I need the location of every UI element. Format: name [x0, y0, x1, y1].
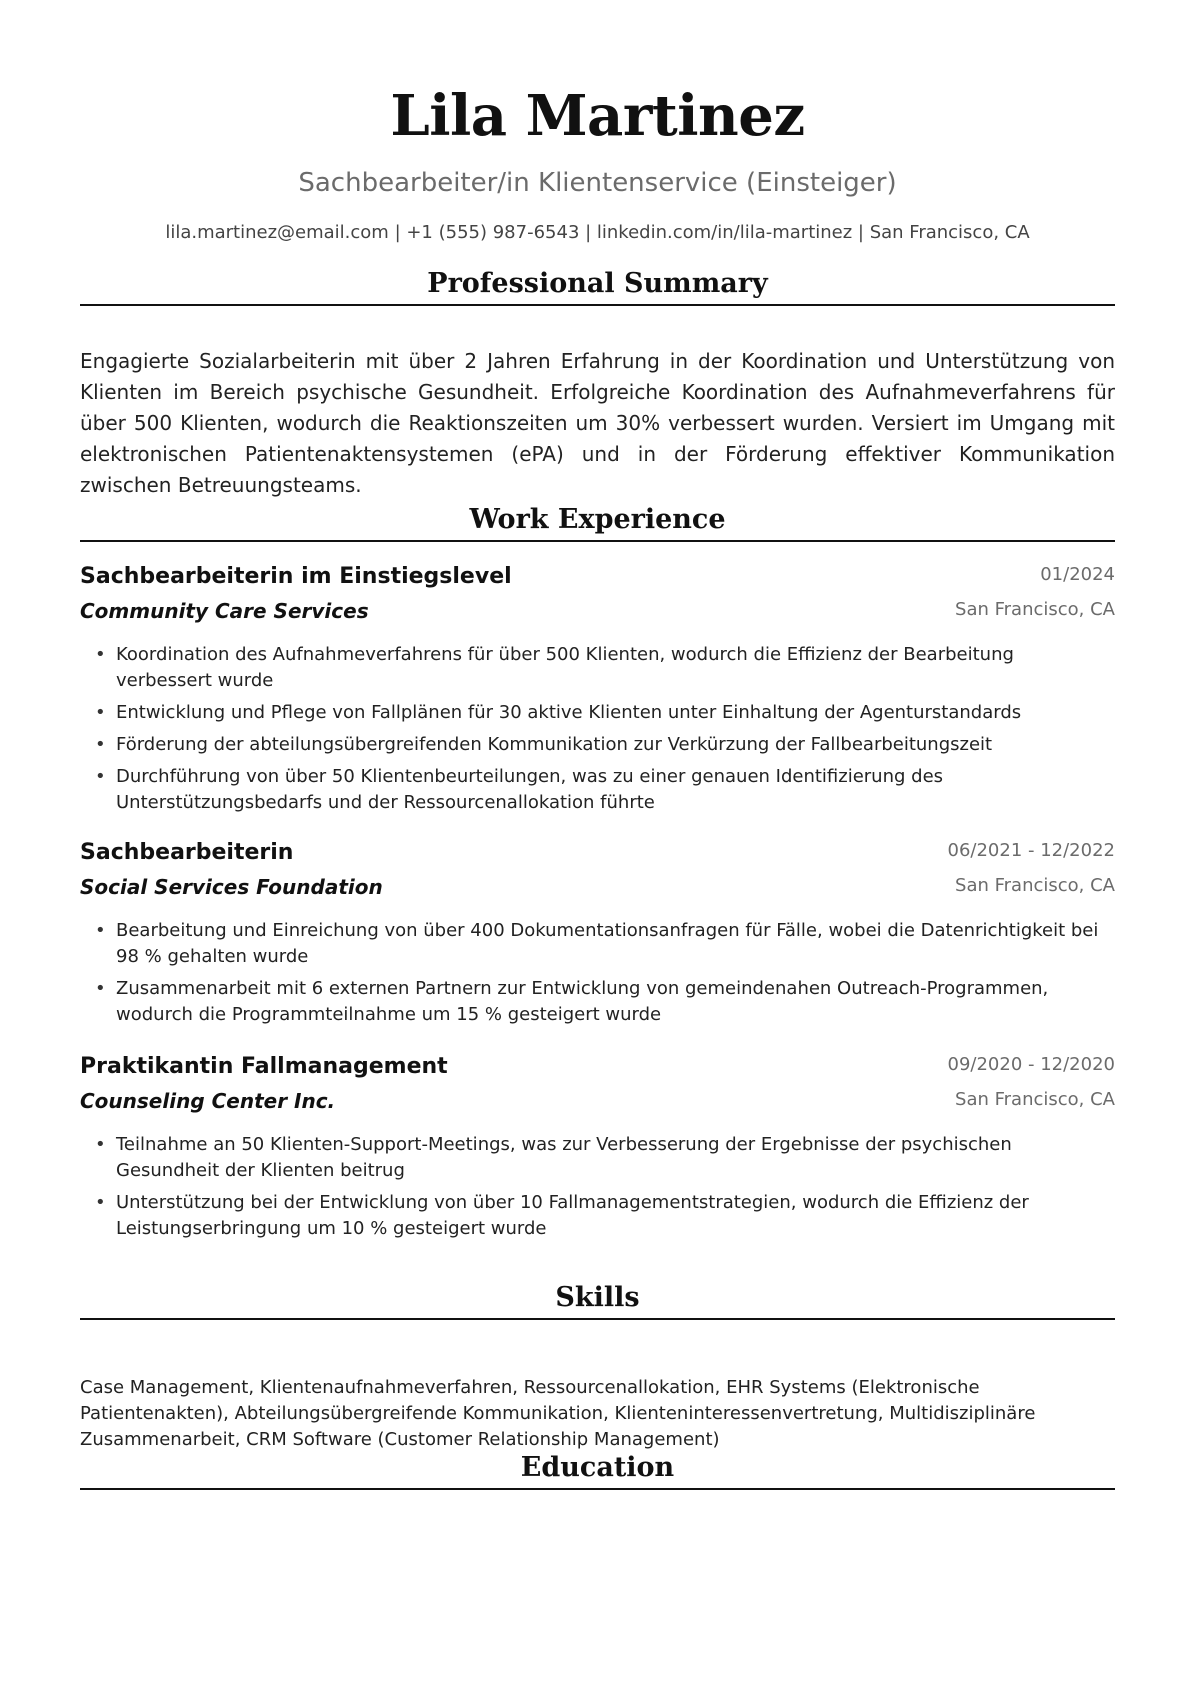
- section-heading-summary: Professional Summary: [80, 266, 1115, 306]
- job-company-row: [80, 873, 1115, 908]
- job-title: Sachbearbeiterin im Einstiegslevel: [80, 564, 512, 589]
- job-bullet: • Koordination des Aufnahmeverfahrens für über 500 Klienten, wodurch die Effizienz der Bearbeitung verbessert wurde: [116, 642, 1115, 694]
- job-bullet: • Entwicklung und Pflege von Fallplänen für 30 aktive Klienten unter Einhaltung der Agenturstandards: [116, 700, 1115, 726]
- job-company-row: [80, 1087, 1115, 1122]
- job-company: Community Care Services: [80, 599, 369, 623]
- job-bullet: • Durchführung von über 50 Klientenbeurteilungen, was zu einer genauen Identifizierung des Unterstützungsbedarfs und der Ressourcenallokation führte: [116, 764, 1115, 816]
- job-entry: [80, 838, 1115, 1034]
- summary-text: Engagierte Sozialarbeiterin mit über 2 Jahren Erfahrung in der Koordination und Unterstützung von Klienten im Bereich psychische Gesundheit. Erfolgreiche Koordination des Aufnahmeverfahrens für über 500 Klienten, wodurch die Reaktionszeiten um 30% verbessert wurden. Versiert im Umgang mit elektronischen Patientenaktensystemen (ePA) und in der Förderung effektiver Kommunikation zwischen Betreuungsteams.: [80, 349, 1115, 497]
- candidate-name: Lila Martinez: [390, 83, 805, 149]
- job-location: San Francisco, CA: [955, 875, 1115, 896]
- job-date: 01/2024: [1040, 564, 1115, 585]
- section-heading-skills: Skills: [80, 1280, 1115, 1320]
- job-location: San Francisco, CA: [955, 1089, 1115, 1110]
- job-title-row: [80, 562, 1115, 597]
- job-company: Social Services Foundation: [80, 875, 383, 899]
- job-title: Sachbearbeiterin: [80, 840, 294, 865]
- job-entry: [80, 562, 1115, 822]
- job-title-row: [80, 1052, 1115, 1087]
- job-company-row: [80, 597, 1115, 632]
- job-title: Praktikantin Fallmanagement: [80, 1054, 448, 1079]
- candidate-role: Sachbearbeiter/in Klientenservice (Einsteiger): [298, 168, 897, 198]
- job-bullet: • Unterstützung bei der Entwicklung von über 10 Fallmanagementstrategien, wodurch die Effizienz der Leistungserbringung um 10 % gesteigert wurde: [116, 1190, 1115, 1242]
- job-date: 09/2020 - 12/2020: [947, 1054, 1115, 1075]
- job-bullets: [80, 642, 1115, 816]
- section-heading-experience: Work Experience: [80, 502, 1115, 542]
- job-bullets: [80, 1132, 1115, 1242]
- job-company: Counseling Center Inc.: [80, 1089, 336, 1113]
- job-date: 06/2021 - 12/2022: [947, 840, 1115, 861]
- job-bullets: [80, 918, 1115, 1028]
- contact-line: lila.martinez@email.com | +1 (555) 987-6543 | linkedin.com/in/lila-martinez | San Francisco, CA: [165, 222, 1030, 243]
- job-bullet: • Zusammenarbeit mit 6 externen Partnern zur Entwicklung von gemeindenahen Outreach-Programmen, wodurch die Programmteilnahme um 15 % gesteigert wurde: [116, 976, 1115, 1028]
- job-title-row: [80, 838, 1115, 873]
- job-bullet: • Förderung der abteilungsübergreifenden Kommunikation zur Verkürzung der Fallbearbeitungszeit: [116, 732, 1115, 758]
- skills-text: Case Management, Klientenaufnahmeverfahren, Ressourcenallokation, EHR Systems (Elektronische Patientenakten), Abteilungsübergreifende Kommunikation, Klienteninteressenvertretung, Multidisziplinäre Zusammenarbeit, CRM Software (Customer Relationship Management): [80, 1377, 1036, 1450]
- job-bullet: • Bearbeitung und Einreichung von über 400 Dokumentationsanfragen für Fälle, wobei die Datenrichtigkeit bei 98 % gehalten wurde: [116, 918, 1115, 970]
- job-location: San Francisco, CA: [955, 599, 1115, 620]
- job-bullet: • Teilnahme an 50 Klienten-Support-Meetings, was zur Verbesserung der Ergebnisse der psychischen Gesundheit der Klienten beitrug: [116, 1132, 1115, 1184]
- section-heading-education: Education: [80, 1450, 1115, 1490]
- job-entry: [80, 1052, 1115, 1248]
